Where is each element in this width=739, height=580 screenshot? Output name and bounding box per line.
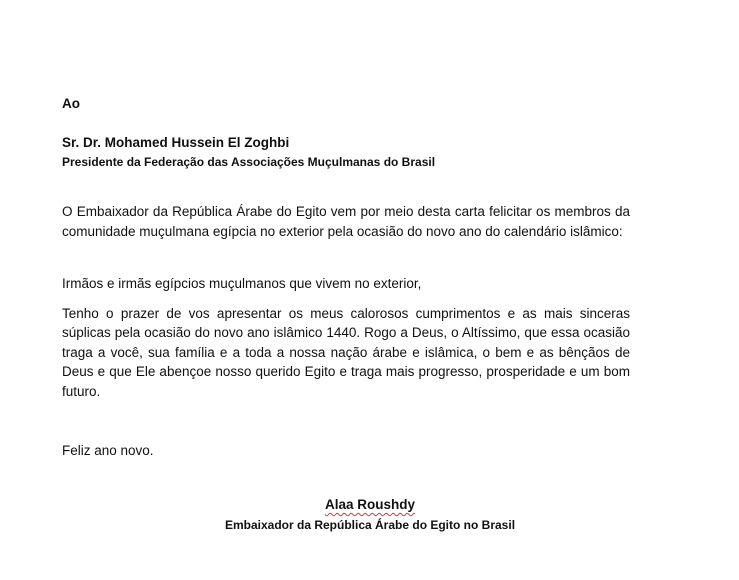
letter-body — [62, 95, 630, 461]
signer-name: Alaa Roushdy — [324, 497, 416, 512]
closing-line: Feliz ano novo. — [62, 443, 154, 458]
intro-paragraph: O Embaixador da República Árabe do Egito vem por meio desta carta felicitar os membros da comunidade muçulmana egípcia no exterior pela ocasião do novo ano do calendário islâmico: — [62, 204, 630, 239]
salutation: Ao — [62, 96, 80, 111]
signer-title: Embaixador da República Árabe do Egito no Brasil — [224, 518, 516, 532]
recipient-title: Presidente da Federação das Associações Muçulmanas do Brasil — [62, 155, 436, 169]
signature-block — [170, 496, 570, 533]
greeting-paragraph: Irmãos e irmãs egípcios muçulmanos que vivem no exterior, — [62, 276, 422, 291]
message-paragraph: Tenho o prazer de vos apresentar os meus calorosos cumprimentos e as mais sinceras súplicas pela ocasião do novo ano islâmico 1440. Rogo a Deus, o Altíssimo, que essa ocasião traga a você, sua família e a toda a nossa nação árabe e islâmica, o bem e as bênçãos de Deus e que Ele abençoe nosso querido Egito e traga mais progresso, prosperidade e um bom futuro. — [62, 305, 630, 399]
recipient-name: Sr. Dr. Mohamed Hussein El Zoghbi — [62, 135, 290, 150]
